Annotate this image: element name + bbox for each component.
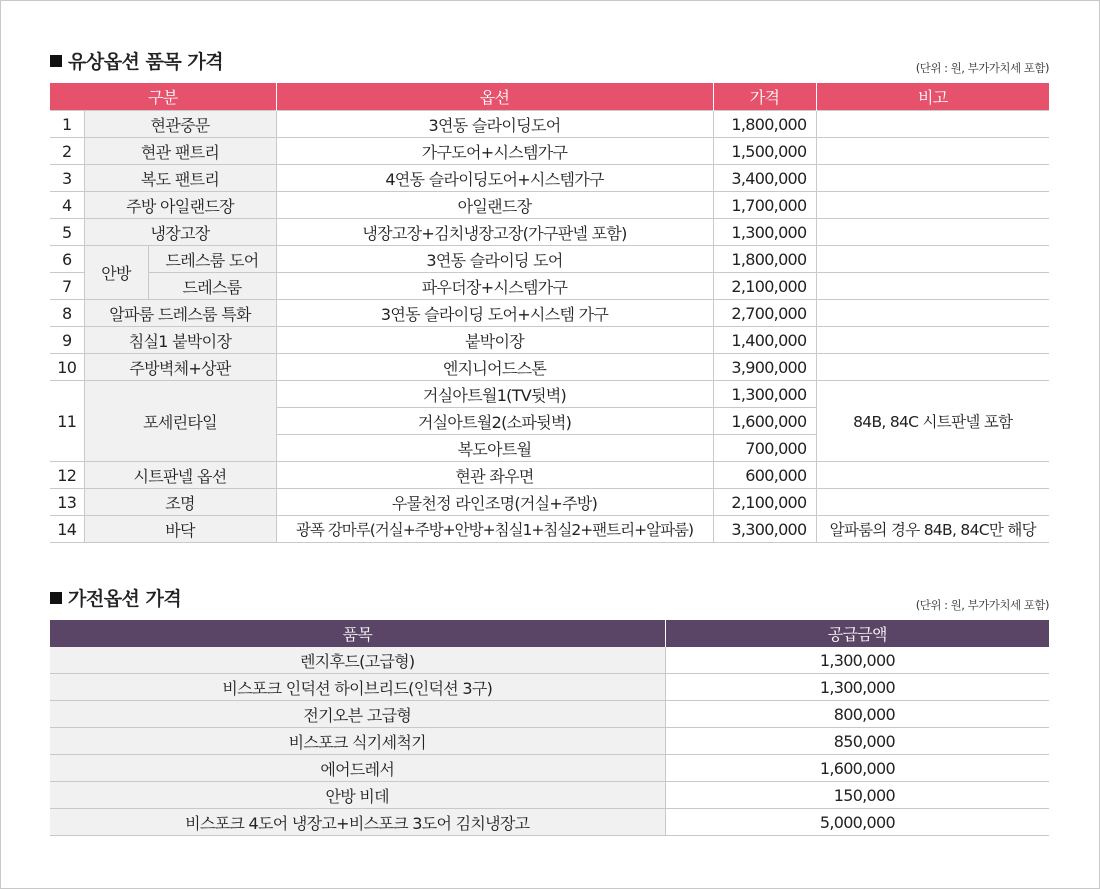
table-row <box>50 809 1049 836</box>
row-remark <box>816 462 1049 489</box>
row-item: 전기오븐 고급형 <box>50 701 665 728</box>
row-remark <box>816 327 1049 354</box>
row-remark: 알파룸의 경우 84B, 84C만 해당 <box>816 516 1049 543</box>
header-amount: 공급금액 <box>665 620 1049 647</box>
row-number: 1 <box>50 111 84 138</box>
row-option: 아일랜드장 <box>276 192 713 219</box>
row-remark <box>816 489 1049 516</box>
row-category: 바닥 <box>84 516 276 543</box>
header-remark: 비고 <box>816 83 1049 111</box>
row-remark <box>816 138 1049 165</box>
row-amount: 1,300,000 <box>665 647 1049 674</box>
header-item: 품목 <box>50 620 665 647</box>
header-category: 구분 <box>50 83 276 111</box>
row-remark <box>816 219 1049 246</box>
table-row <box>50 782 1049 809</box>
table-row <box>50 674 1049 701</box>
row-price: 2,100,000 <box>713 273 816 300</box>
table-row <box>50 273 1049 300</box>
table-row <box>50 755 1049 782</box>
row-item: 비스포크 4도어 냉장고+비스포크 3도어 김치냉장고 <box>50 809 665 836</box>
row-number: 10 <box>50 354 84 381</box>
row-remark <box>816 192 1049 219</box>
header-price: 가격 <box>713 83 816 111</box>
table-row <box>50 701 1049 728</box>
appliance-options-unit-note: (단위 : 원, 부가가치세 포함) <box>915 598 1049 612</box>
row-price: 600,000 <box>713 462 816 489</box>
row-category: 냉장고장 <box>84 219 276 246</box>
paid-options-unit-note: (단위 : 원, 부가가치세 포함) <box>915 61 1049 75</box>
table-row <box>50 354 1049 381</box>
row-option: 3연동 슬라이딩 도어+시스템 가구 <box>276 300 713 327</box>
row-option: 광폭 강마루(거실+주방+안방+침실1+침실2+팬트리+알파룸) <box>276 516 713 543</box>
row-category: 복도 팬트리 <box>84 165 276 192</box>
row-category: 조명 <box>84 489 276 516</box>
square-bullet-icon <box>50 592 62 604</box>
row-price: 700,000 <box>713 435 816 462</box>
row-remark <box>816 273 1049 300</box>
row-category: 드레스룸 <box>148 273 276 300</box>
row-remark <box>816 246 1049 273</box>
appliance-options-heading <box>50 583 1049 613</box>
row-price: 2,700,000 <box>713 300 816 327</box>
row-option: 3연동 슬라이딩 도어 <box>276 246 713 273</box>
row-item: 에어드레서 <box>50 755 665 782</box>
paid-options-heading <box>50 46 1049 76</box>
row-option: 가구도어+시스템가구 <box>276 138 713 165</box>
table-row <box>50 462 1049 489</box>
row-category: 현관중문 <box>84 111 276 138</box>
row-number: 11 <box>50 381 84 462</box>
row-number: 12 <box>50 462 84 489</box>
row-category: 포세린타일 <box>84 381 276 462</box>
square-bullet-icon <box>50 55 62 67</box>
row-number: 13 <box>50 489 84 516</box>
row-option: 거실아트월1(TV뒷벽) <box>276 381 713 408</box>
row-number: 2 <box>50 138 84 165</box>
table-row <box>50 219 1049 246</box>
row-option: 4연동 슬라이딩도어+시스템가구 <box>276 165 713 192</box>
row-option: 3연동 슬라이딩도어 <box>276 111 713 138</box>
table-row <box>50 489 1049 516</box>
row-price: 3,900,000 <box>713 354 816 381</box>
row-amount: 1,600,000 <box>665 755 1049 782</box>
table-row <box>50 246 1049 273</box>
table-row <box>50 728 1049 755</box>
row-category: 주방 아일랜드장 <box>84 192 276 219</box>
table-row <box>50 138 1049 165</box>
row-category: 알파룸 드레스룸 특화 <box>84 300 276 327</box>
paid-options-table <box>50 83 1049 543</box>
row-category: 주방벽체+상판 <box>84 354 276 381</box>
row-price: 1,600,000 <box>713 408 816 435</box>
row-price: 1,300,000 <box>713 219 816 246</box>
table-row <box>50 165 1049 192</box>
header-option: 옵션 <box>276 83 713 111</box>
row-category: 드레스룸 도어 <box>148 246 276 273</box>
row-remark <box>816 300 1049 327</box>
row-item: 안방 비데 <box>50 782 665 809</box>
row-price: 1,400,000 <box>713 327 816 354</box>
row-number: 9 <box>50 327 84 354</box>
row-number: 5 <box>50 219 84 246</box>
table-row <box>50 300 1049 327</box>
row-price: 1,500,000 <box>713 138 816 165</box>
row-option: 현관 좌우면 <box>276 462 713 489</box>
table-row <box>50 111 1049 138</box>
row-price: 1,300,000 <box>713 381 816 408</box>
appliance-options-title-text: 가전옵션 가격 <box>68 588 182 610</box>
row-item: 렌지후드(고급형) <box>50 647 665 674</box>
row-amount: 850,000 <box>665 728 1049 755</box>
row-price: 1,800,000 <box>713 111 816 138</box>
row-number: 7 <box>50 273 84 300</box>
row-remark <box>816 111 1049 138</box>
row-price: 2,100,000 <box>713 489 816 516</box>
appliance-options-table <box>50 620 1049 836</box>
row-option: 거실아트월2(소파뒷벽) <box>276 408 713 435</box>
row-option: 복도아트월 <box>276 435 713 462</box>
row-option: 우물천정 라인조명(거실+주방) <box>276 489 713 516</box>
table-row <box>50 327 1049 354</box>
row-number: 8 <box>50 300 84 327</box>
row-price: 3,300,000 <box>713 516 816 543</box>
table-row <box>50 192 1049 219</box>
table-row <box>50 381 1049 408</box>
row-number: 14 <box>50 516 84 543</box>
row-amount: 800,000 <box>665 701 1049 728</box>
row-category: 현관 팬트리 <box>84 138 276 165</box>
row-remark <box>816 165 1049 192</box>
row-amount: 1,300,000 <box>665 674 1049 701</box>
row-number: 4 <box>50 192 84 219</box>
row-number: 3 <box>50 165 84 192</box>
table-row <box>50 516 1049 543</box>
row-price: 1,800,000 <box>713 246 816 273</box>
paid-options-title <box>50 47 223 74</box>
row-option: 파우더장+시스템가구 <box>276 273 713 300</box>
row-remark <box>816 354 1049 381</box>
paid-options-title-text: 유상옵션 품목 가격 <box>68 51 224 73</box>
row-price: 1,700,000 <box>713 192 816 219</box>
row-amount: 5,000,000 <box>665 809 1049 836</box>
table-header-row <box>50 620 1049 647</box>
row-group-label: 안방 <box>84 246 148 300</box>
appliance-options-title <box>50 584 181 611</box>
row-item: 비스포크 식기세척기 <box>50 728 665 755</box>
row-amount: 150,000 <box>665 782 1049 809</box>
row-category: 시트판넬 옵션 <box>84 462 276 489</box>
row-option: 냉장고장+김치냉장고장(가구판넬 포함) <box>276 219 713 246</box>
row-option: 붙박이장 <box>276 327 713 354</box>
row-number: 6 <box>50 246 84 273</box>
table-row <box>50 647 1049 674</box>
row-option: 엔지니어드스톤 <box>276 354 713 381</box>
table-header-row <box>50 83 1049 111</box>
row-item: 비스포크 인덕션 하이브리드(인덕션 3구) <box>50 674 665 701</box>
row-category: 침실1 붙박이장 <box>84 327 276 354</box>
row-remark: 84B, 84C 시트판넬 포함 <box>816 381 1049 462</box>
row-price: 3,400,000 <box>713 165 816 192</box>
